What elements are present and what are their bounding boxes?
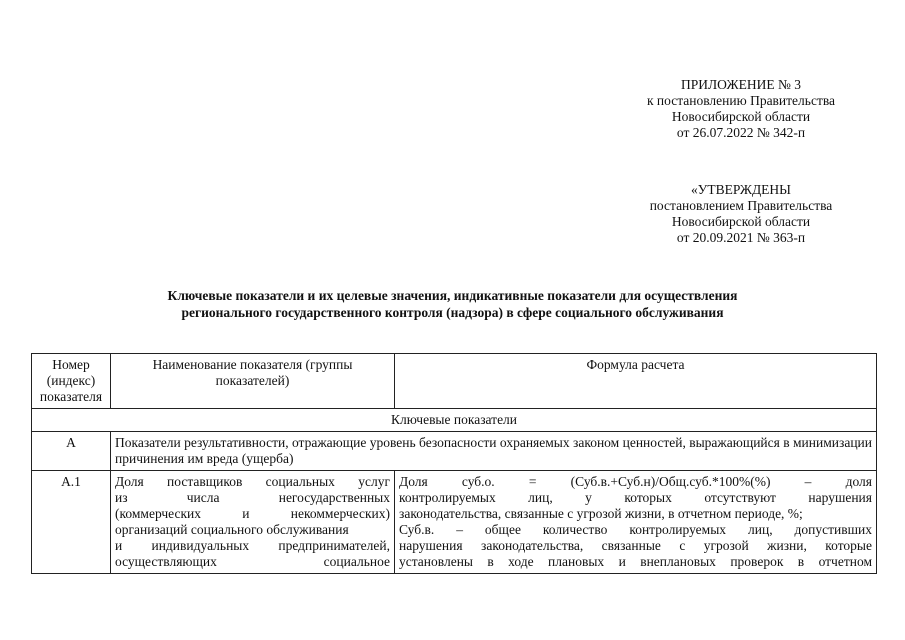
table-row: [32, 471, 877, 574]
row-formula-line: Суб.в. – общее количество контролируемых лиц, допустивших: [399, 522, 872, 537]
document-title: [60, 287, 845, 321]
row-formula-line: нарушения законодательства, связанные с угрозой жизни, которые: [399, 538, 872, 553]
approved-block: [596, 182, 886, 246]
row-index: А.1: [32, 471, 111, 574]
title-line-2: регионального государственного контроля (надзора) в сфере социального обслуживания: [181, 305, 724, 320]
appendix-decree-ref: к постановлению Правительства: [646, 93, 836, 108]
row-formula: [395, 471, 877, 574]
group-row: [32, 432, 877, 471]
row-name-line: из числа негосударственных: [115, 490, 390, 505]
appendix-region: Новосибирской области: [671, 109, 811, 124]
header-name: Наименование показателя (группы показателей): [111, 354, 395, 409]
row-formula-line: законодательства, связанные с угрозой жизни, в отчетном периоде, %;: [399, 506, 803, 521]
approved-region: Новосибирской области: [671, 214, 811, 229]
appendix-block: [596, 77, 886, 141]
section-row: [32, 409, 877, 432]
row-name-line: организаций социального обслуживания: [115, 522, 349, 537]
approved-date: от 20.09.2021 № 363-п: [676, 230, 806, 245]
row-name-line: осуществляющих социальное: [115, 554, 390, 569]
row-formula-line: контролируемых лиц, у которых отсутствуют нарушения: [399, 490, 872, 505]
title-line-1: Ключевые показатели и их целевые значения, индикативные показатели для осуществления: [167, 288, 738, 303]
appendix-date: от 26.07.2022 № 342-п: [676, 125, 806, 140]
header-index: Номер (индекс) показателя: [32, 354, 111, 409]
indicators-table: [31, 353, 877, 574]
approved-heading: «УТВЕРЖДЕНЫ: [691, 182, 791, 197]
row-name-line: и индивидуальных предпринимателей,: [115, 538, 390, 553]
approved-decree-ref: постановлением Правительства: [649, 198, 833, 213]
row-name-line: Доля поставщиков социальных услуг: [115, 474, 390, 489]
row-formula-line: установлены в ходе плановых и внеплановых проверок в отчетном: [399, 554, 872, 569]
row-name: [111, 471, 395, 574]
row-formula-line: Доля суб.о. = (Суб.в.+Суб.н)/Общ.суб.*100%(%) – доля: [399, 474, 872, 489]
table-header-row: [32, 354, 877, 409]
appendix-number: ПРИЛОЖЕНИЕ № 3: [680, 77, 802, 92]
row-name-line: (коммерческих и некоммерческих): [115, 506, 390, 521]
section-title: Ключевые показатели: [32, 409, 877, 432]
header-formula: Формула расчета: [395, 354, 877, 409]
group-text: Показатели результативности, отражающие уровень безопасности охраняемых законом ценностей, выражающийся в минимизации причинения им вреда (ущерба): [111, 432, 877, 471]
page-cut: [0, 588, 905, 640]
group-index: А: [32, 432, 111, 471]
